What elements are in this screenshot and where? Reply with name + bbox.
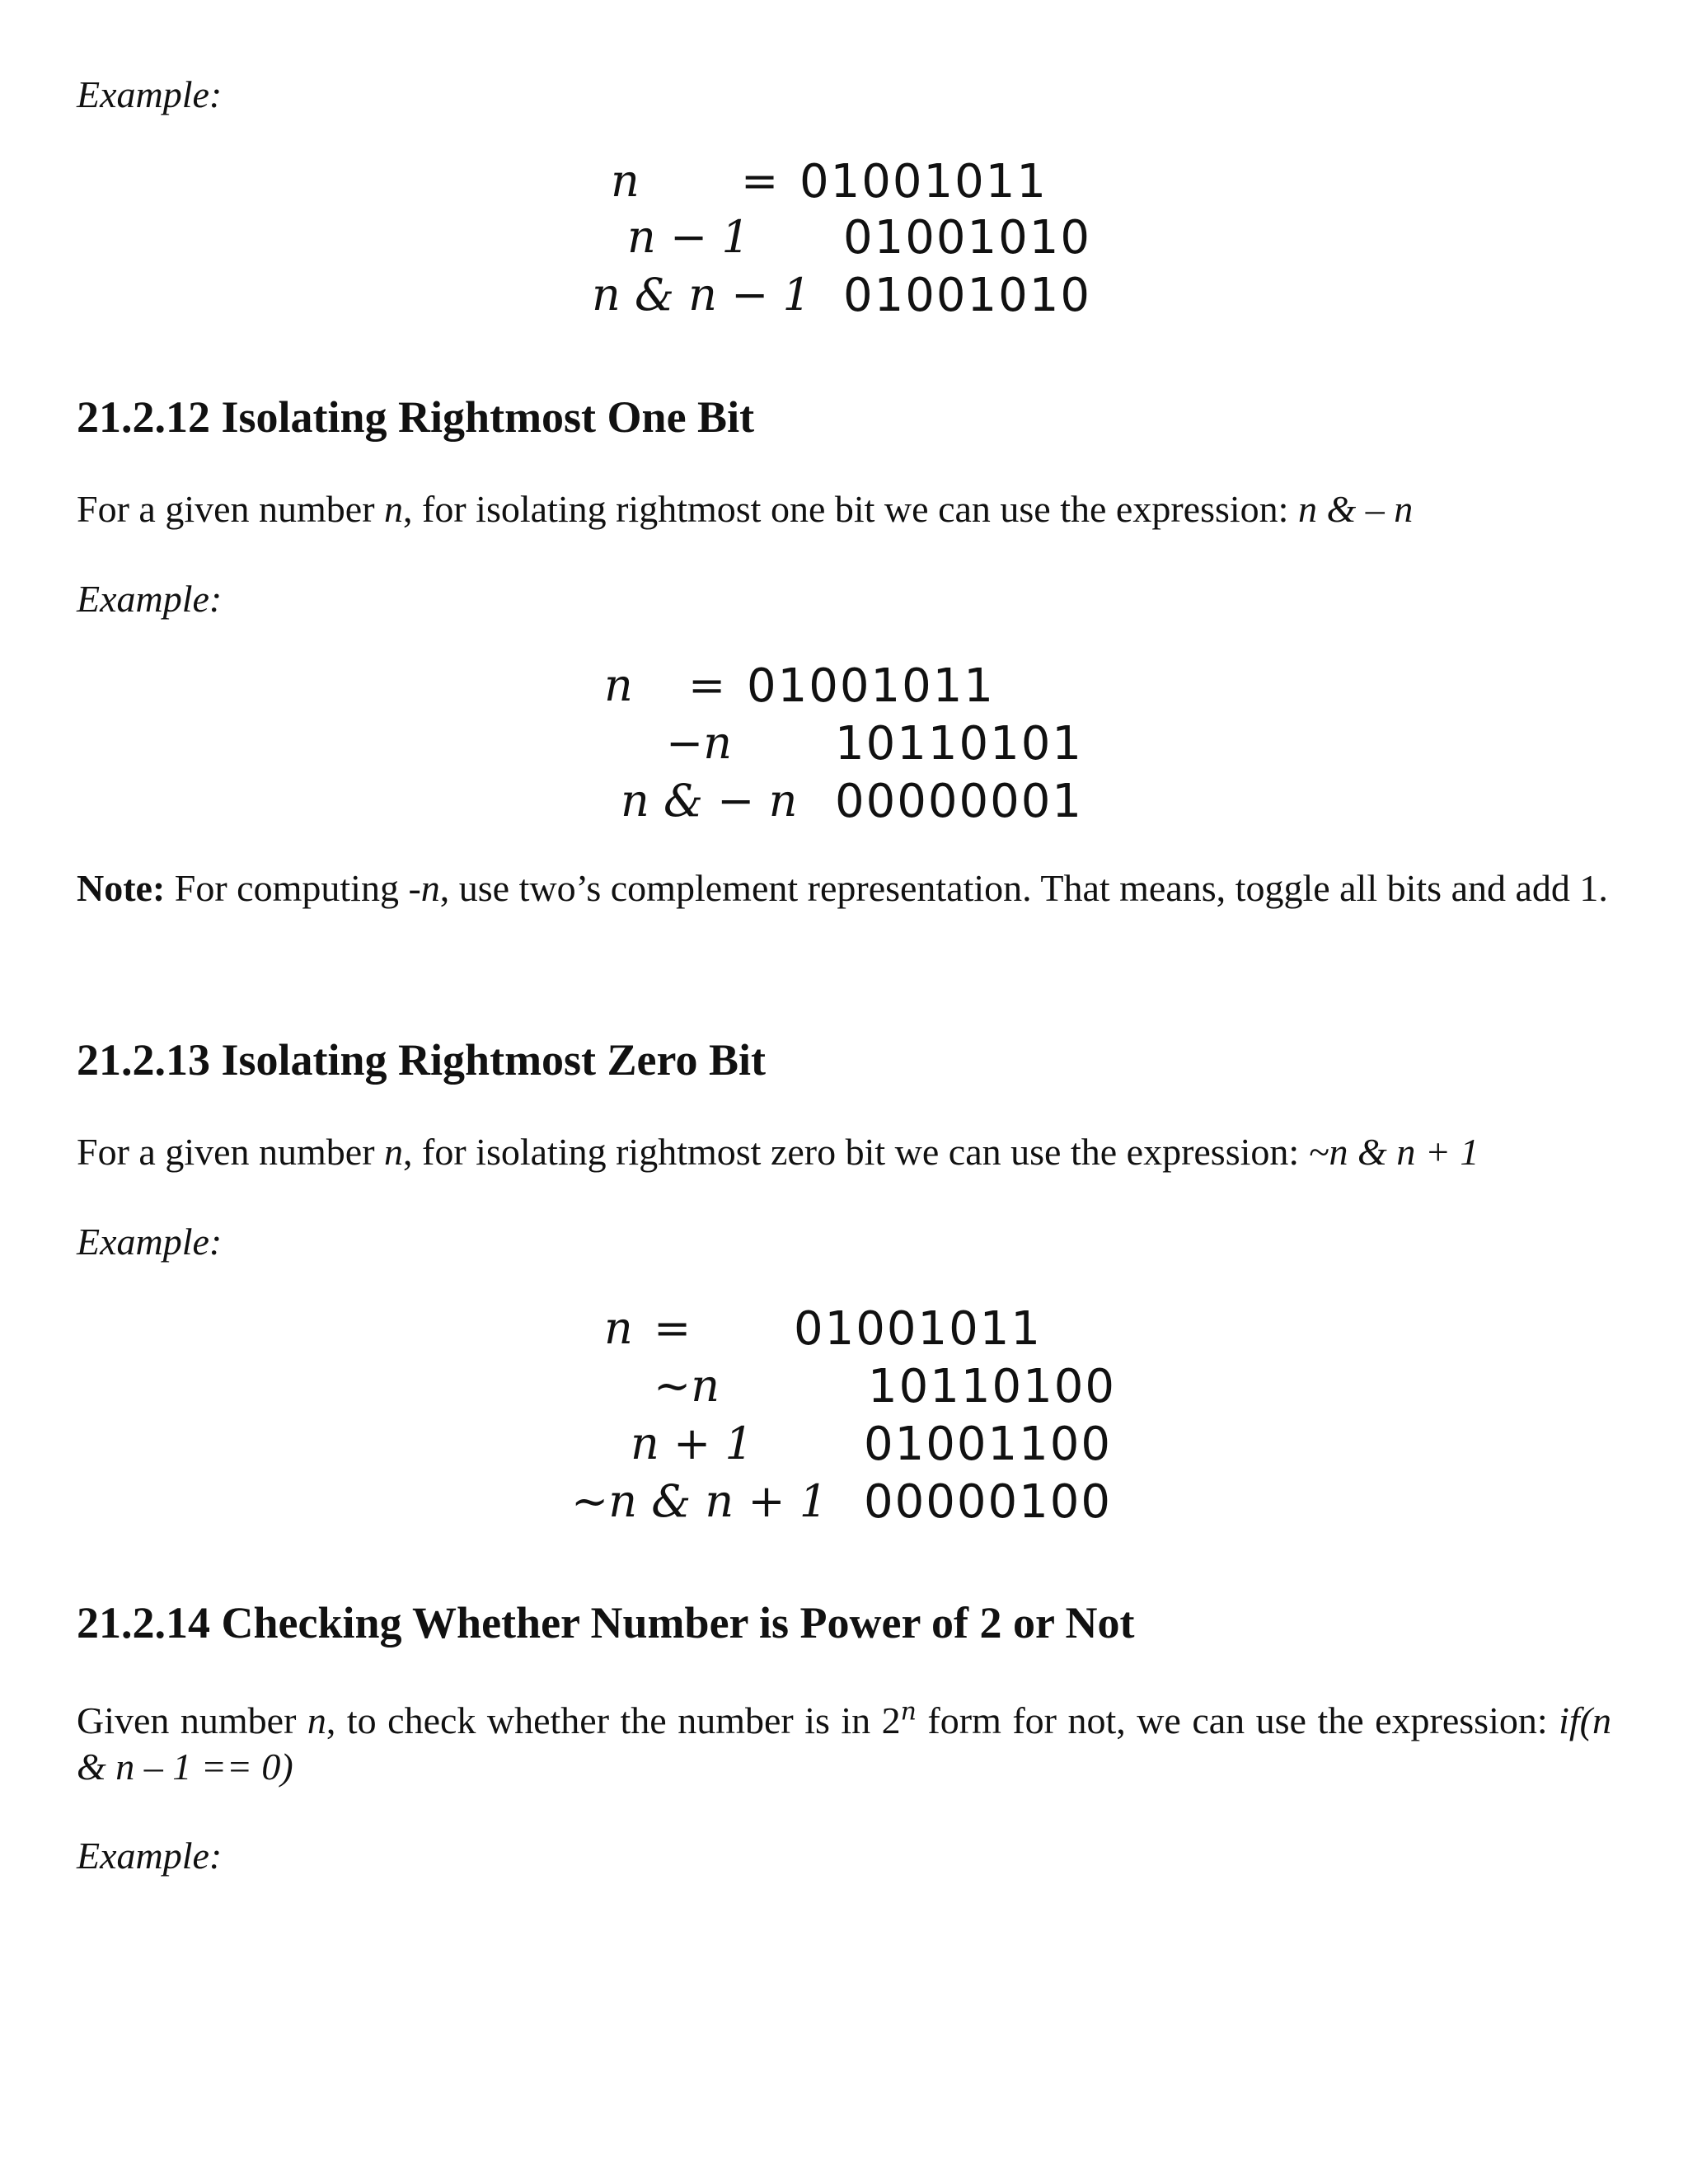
example-label-3: Example: <box>77 1221 223 1263</box>
math-bits: 00000001 <box>835 775 1084 828</box>
math-expr-n: n <box>611 155 640 207</box>
math-expr-n-and-neg-n: n & − n <box>621 775 798 827</box>
math-bits: 01001011 <box>747 659 996 713</box>
math-bits: 01001011 <box>799 155 1048 209</box>
math-expr-not-n-and-n-plus-1: ~n & n + 1 <box>571 1475 828 1527</box>
math-bits: 10110101 <box>835 717 1084 771</box>
section-heading-21-2-13: 21.2.13 Isolating Rightmost Zero Bit <box>77 1035 767 1085</box>
note-paragraph: Note: For computing -n, use two’s complement representation. That means, toggle all bits and add 1. <box>77 867 1608 909</box>
section-14-paragraph: Given number n, to check whether the number is in 2$^n$ form for not, we can use the expression: if(n & n – 1 == 0) <box>77 1697 1612 1788</box>
inline-expression: if(n & n – 1 == 0) <box>77 1699 1612 1788</box>
math-expr-n: n <box>604 659 633 711</box>
math-expr-n-minus-1: n − 1 <box>627 211 750 263</box>
section-12-paragraph: For a given number n, for isolating rightmost one bit we can use the expression: n & – n <box>77 488 1414 530</box>
note-label: Note: <box>77 867 166 909</box>
section-heading-21-2-14: 21.2.14 Checking Whether Number is Power of 2 or Not <box>77 1598 1135 1647</box>
math-bits: 01001010 <box>843 211 1092 265</box>
inline-expression: n & – n <box>1297 488 1414 530</box>
math-expr-n: n <box>604 1302 633 1354</box>
example-label-2: Example: <box>77 578 223 620</box>
section-13-paragraph: For a given number n, for isolating rightmost zero bit we can use the expression: ~n & n + 1 <box>77 1131 1479 1173</box>
math-bits: 01001010 <box>843 269 1092 322</box>
inline-expression: ~n & n + 1 <box>1308 1131 1479 1173</box>
math-expr-not-n: ~n <box>654 1360 720 1412</box>
math-equals: = <box>654 1302 692 1354</box>
math-equals: = <box>741 155 779 207</box>
math-equals: = <box>688 659 726 711</box>
example-label-1: Example: <box>77 73 223 115</box>
math-expr-neg-n: −n <box>666 717 733 769</box>
math-bits: 01001011 <box>794 1302 1043 1356</box>
math-expr-n-and-n-minus-1: n & n − 1 <box>592 269 811 321</box>
section-heading-21-2-12: 21.2.12 Isolating Rightmost One Bit <box>77 392 755 442</box>
math-bits: 10110100 <box>868 1360 1117 1413</box>
example-label-4: Example: <box>77 1835 223 1877</box>
math-expr-n-plus-1: n + 1 <box>631 1418 753 1469</box>
math-bits: 00000100 <box>864 1475 1113 1529</box>
document-page <box>77 0 1611 2184</box>
math-bits: 01001100 <box>864 1418 1113 1471</box>
